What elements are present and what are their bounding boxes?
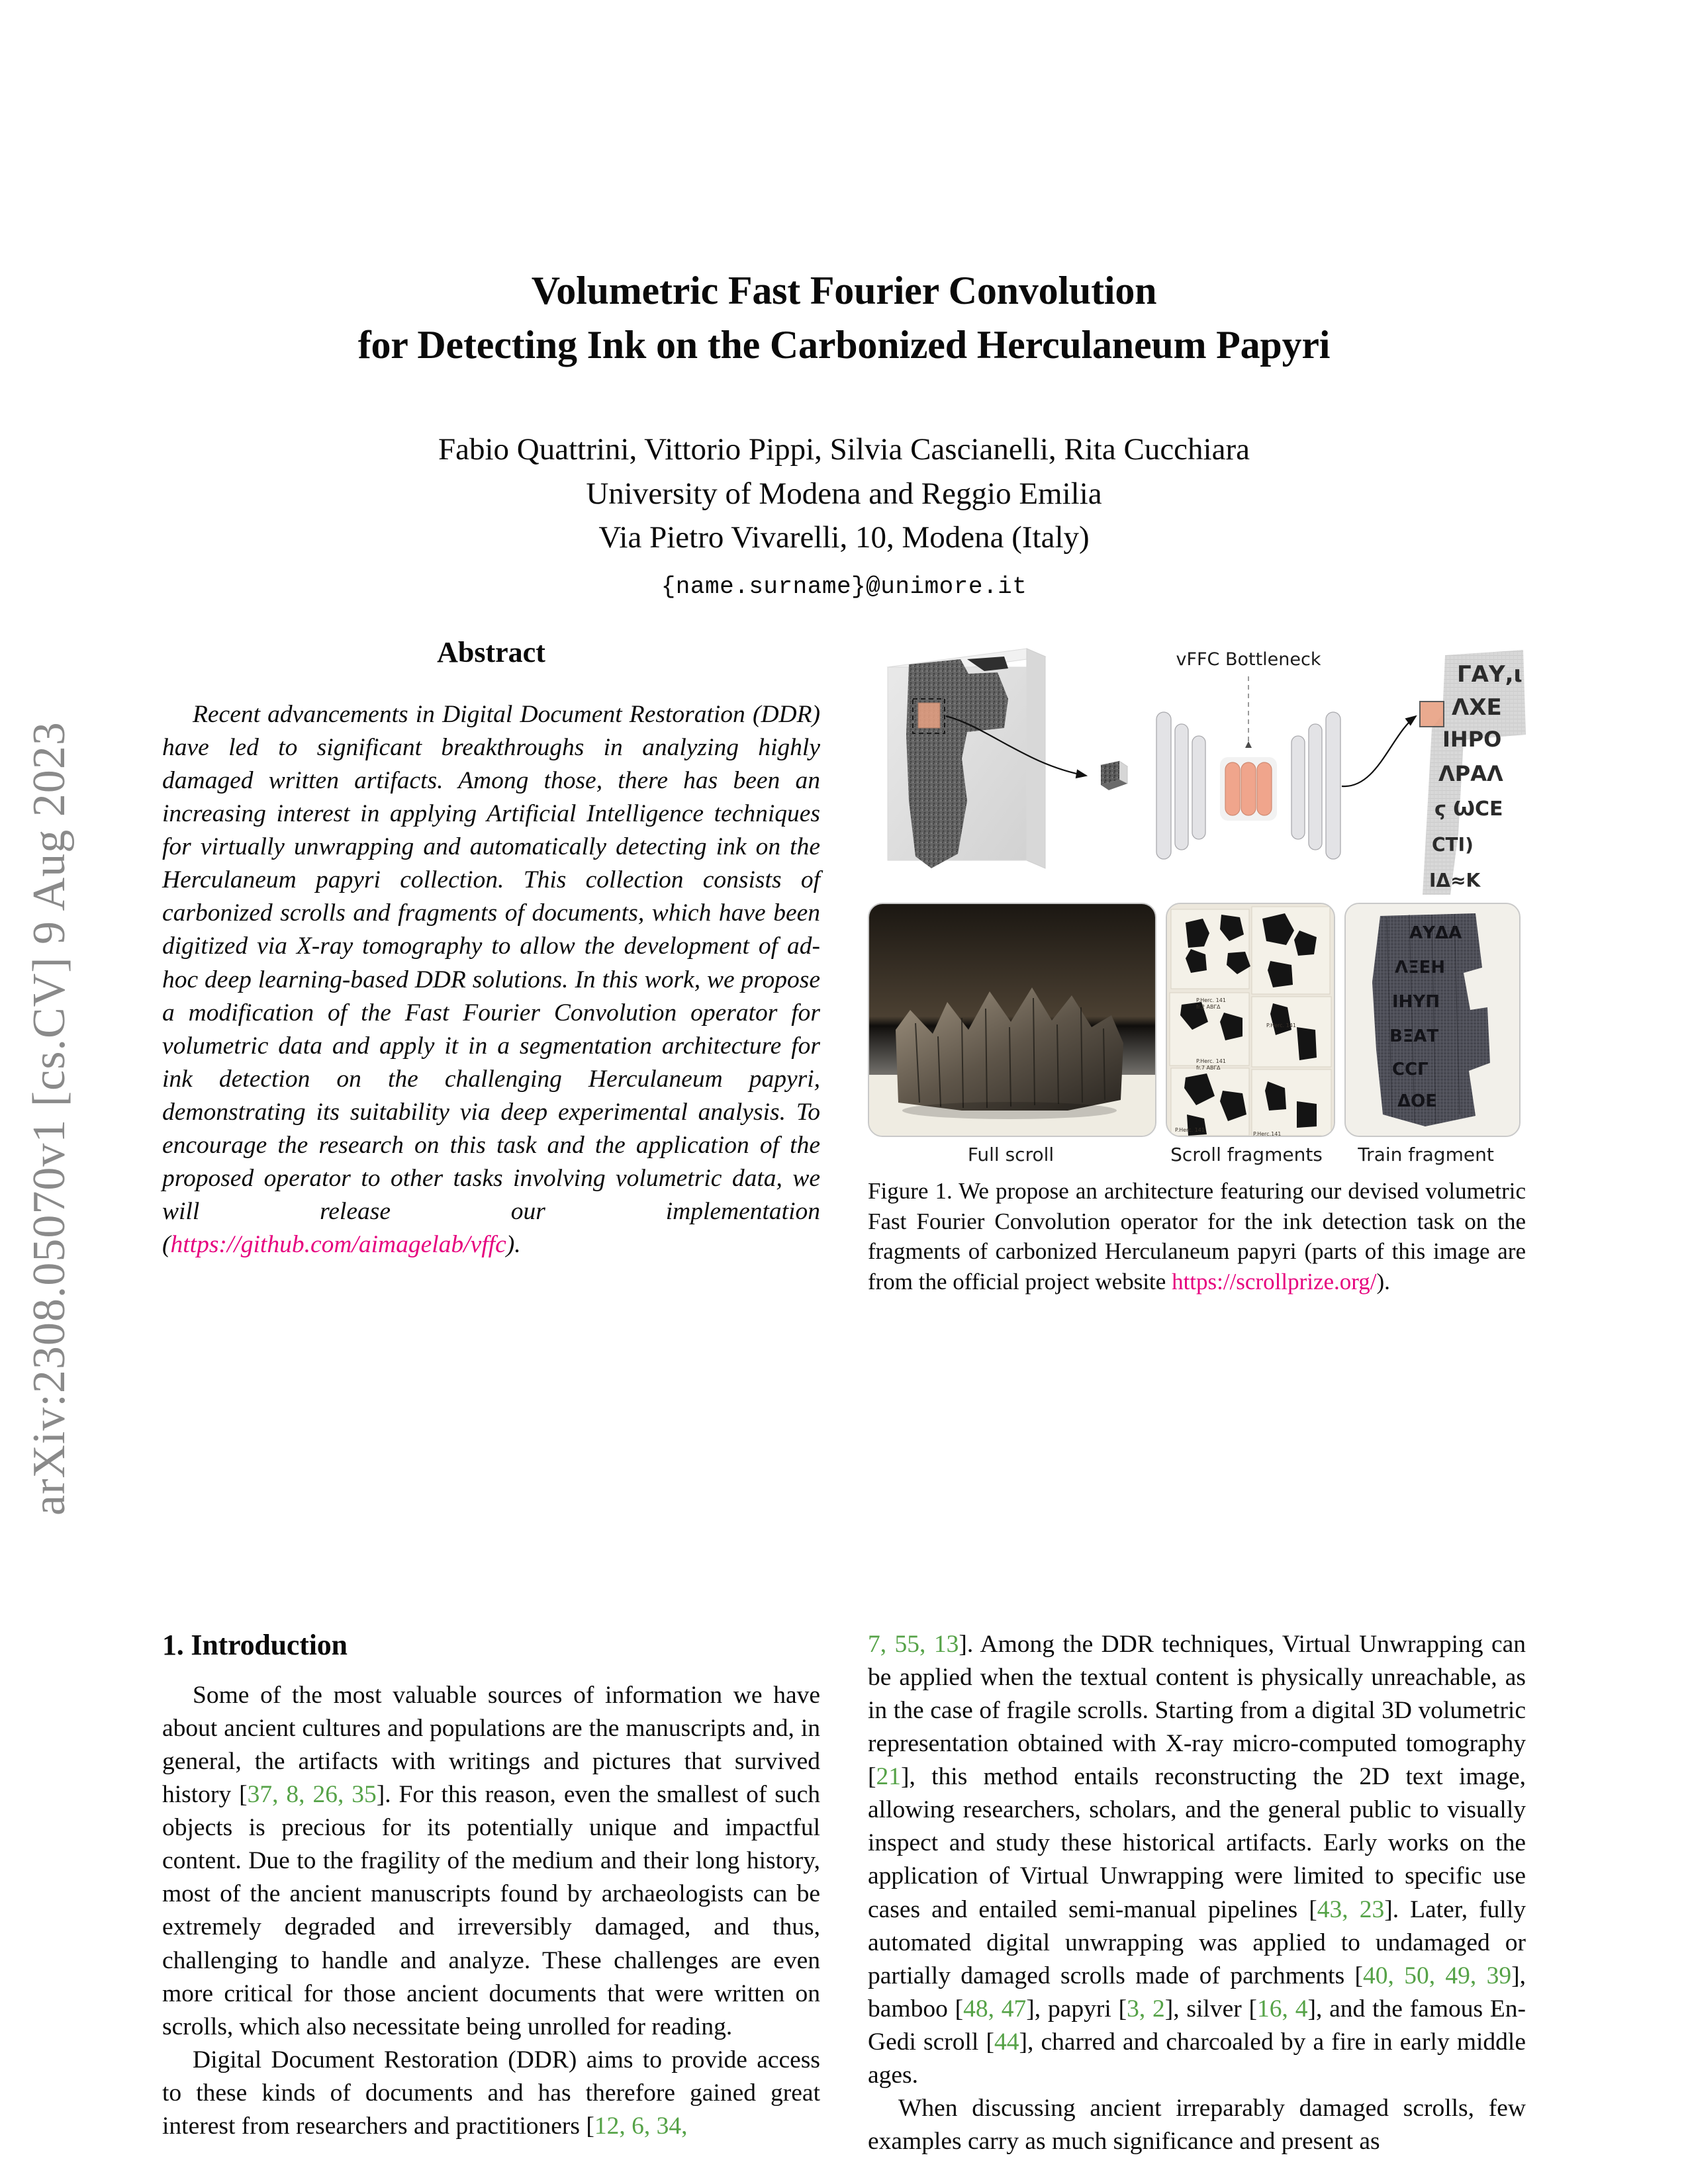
voxel-cube — [1101, 761, 1127, 790]
citation-43-23[interactable]: 43, 23 — [1317, 1895, 1385, 1923]
figure-1 — [868, 635, 1526, 1297]
photo-train-fragment — [1344, 903, 1521, 1137]
figure-caption-tail: ). — [1376, 1268, 1390, 1295]
intro-p2-text-a: Digital Document Restoration (DDR) aims to provide access to these kinds of documents and has therefore gained great interest from researchers and practitioners [ — [162, 2046, 820, 2140]
intro-paragraph-4: When discussing ancient irreparably damaged scrolls, few examples carry as much significance and present as — [868, 2094, 1526, 2155]
vffc-bottleneck-label: vFFC Bottleneck — [1176, 649, 1321, 670]
intro-p1-text-a: Some of the most valuable sources of information we have about ancient cultures and populations are the manuscripts and, in general, the artifacts with writings and pictures that survived history [ — [162, 1682, 820, 1809]
figure-photo-row — [868, 903, 1526, 1137]
figure-column — [868, 635, 1526, 1297]
svg-text:ΑΥΔΑ: ΑΥΔΑ — [1409, 923, 1462, 943]
citation-group-2[interactable]: 12, 6, 34, — [594, 2112, 688, 2140]
svg-text:P.Herc. 141: P.Herc. 141 — [1196, 1058, 1226, 1064]
citation-group-3[interactable]: 7, 55, 13 — [868, 1631, 959, 1658]
svg-text:P.Herc. 141: P.Herc. 141 — [1175, 1127, 1205, 1133]
photo-label-full-scroll: Full scroll — [967, 1144, 1055, 1165]
svg-text:P.Herc. 141: P.Herc. 141 — [1266, 1023, 1296, 1028]
intro-p3-b: ], this method entails reconstructing the 2D text image, allowing researchers, scholars, and the general public to visually inspect and study these historical artifacts. Early works on the application of Virtual Unwrapping were limited to specific use cases and entailed semi-manual pipelines [ — [868, 1763, 1526, 1923]
intro-paragraph-3 — [868, 1628, 1526, 2092]
svg-text:ΙΗΥΠ: ΙΗΥΠ — [1392, 992, 1440, 1012]
svg-text:fr.2 ΑΒΓΔ: fr.2 ΑΒΓΔ — [1196, 1004, 1221, 1010]
intro-p3-f: ], silver [ — [1164, 1995, 1258, 2023]
citation-group-1[interactable]: 37, 8, 26, 35 — [247, 1781, 377, 1809]
svg-text:ΛΞΕΗ: ΛΞΕΗ — [1395, 958, 1446, 978]
citation-21[interactable]: 21 — [876, 1763, 901, 1791]
arxiv-stamp-text: arXiv:2308.05070v1 [cs.CV] 9 Aug 2023 — [24, 721, 75, 1516]
svg-text:ΔΟΕ: ΔΟΕ — [1397, 1091, 1437, 1111]
intro-p3-d: ], bamboo [ — [868, 1962, 1526, 2023]
introduction-left-column — [162, 1628, 820, 2158]
citation-silver[interactable]: 16, 4 — [1257, 1995, 1308, 2023]
citation-papyri[interactable]: 3, 2 — [1127, 1995, 1165, 2023]
author-block — [162, 428, 1526, 560]
svg-text:ΛΡΑΛ: ΛΡΑΛ — [1438, 761, 1503, 786]
intro-p3-a: ]. Among the DDR techniques, Virtual Unwrapping can be applied when the textual content is physically unreachable, as in the case of fragile scrolls. Starting from a digital 3D volumetric representation obtained with X-ray micro-computed tomography [ — [868, 1631, 1526, 1791]
svg-text:P.Herc. 141: P.Herc. 141 — [1196, 997, 1226, 1003]
author-names: Fabio Quattrini, Vittorio Pippi, Silvia Cascianelli, Rita Cucchiara — [438, 432, 1250, 467]
abstract-paragraph — [162, 698, 820, 1261]
svg-text:ΙΗΡΟ: ΙΗΡΟ — [1442, 727, 1502, 752]
photo-scroll-fragments — [1166, 903, 1335, 1137]
photo-label-scroll-fragments: Scroll fragments — [1170, 1144, 1323, 1165]
abstract-heading: Abstract — [437, 636, 545, 668]
abstract-figure-row — [162, 635, 1526, 1297]
intro-p3-e: ], papyri [ — [1026, 1995, 1127, 2023]
svg-text:ΓΑΥ,ι: ΓΑΥ,ι — [1457, 661, 1523, 688]
svg-text:ΛΧΕ: ΛΧΕ — [1452, 694, 1502, 721]
page-title-line-2: for Detecting Ink on the Carbonized Herculaneum Papyri — [357, 323, 1331, 367]
intro-p1-text-b: ]. For this reason, even the smallest of such objects is precious for its potentially unique and impactful content. Due to the fragility of the medium and their long history, most of the ancient manuscripts found by archaeologists can be extremely degraded and irreversibly damaged, and thus, challenging to handle and analyze. These challenges are even more critical for those ancient documents that were written on scrolls, which also necessitate being unrolled for reading. — [162, 1781, 820, 2040]
figure-photo-labels — [868, 1144, 1526, 1165]
figure-caption — [868, 1176, 1526, 1297]
abstract-text: Recent advancements in Digital Document Restoration (DDR) have led to significant breakthroughs in analyzing highly damaged written artifacts. Among those, there has been an increasing interest in applying Artificial Intelligence techniques for virtually unwrapping and automatically detecting ink on the Herculaneum papyri collection. This collection consists of carbonized scrolls and fragments of documents, which have been digitized via X-ray tomography to allow the development of ad-hoc deep learning-based DDR solutions. In this work, we propose a modification of the Fast Fourier Convolution operator for volumetric data and apply it in a segmentation architecture for ink detection on the challenging Herculaneum papyri, demonstrating its suitability via deep experimental analysis. To encourage the research on this task and the application of the proposed operator to other tasks involving volumetric data, we will release our implementation ( — [162, 701, 820, 1258]
intro-p3-g: ], and the famous En-Gedi scroll [ — [868, 1995, 1526, 2056]
author-email: {name.surname}@unimore.it — [661, 573, 1027, 601]
photo-label-train-fragment: Train fragment — [1358, 1144, 1494, 1165]
intro-p3-c: ]. Later, fully automated digital unwrapping was applied to undamaged or partially damaged scrolls made of parchments [ — [868, 1895, 1526, 1989]
svg-text:ϹΤΙ): ϹΤΙ) — [1432, 834, 1474, 856]
abstract-repo-link[interactable]: https://github.com/aimagelab/vffc — [170, 1231, 506, 1258]
page-title-line-1: Volumetric Fast Fourier Convolution — [531, 269, 1157, 312]
unwrapped-papyrus — [1420, 650, 1526, 895]
intro-paragraph-1 — [162, 1679, 820, 2044]
svg-text:ϛ ѠСΕ: ϛ ѠСΕ — [1434, 797, 1503, 821]
architecture-diagram — [868, 635, 1526, 900]
intro-paragraph-2 — [162, 2044, 820, 2143]
author-affiliation: University of Modena and Reggio Emilia — [586, 476, 1102, 511]
figure-caption-link[interactable]: https://scrollprize.org/ — [1172, 1268, 1377, 1295]
title-block — [162, 265, 1526, 371]
author-address: Via Pietro Vivarelli, 10, Modena (Italy) — [598, 520, 1090, 555]
network-layers — [1156, 712, 1340, 859]
svg-text:ΙΔ≈Κ: ΙΔ≈Κ — [1429, 870, 1481, 891]
arxiv-stamp — [0, 13, 99, 1535]
introduction-right-column — [868, 1628, 1526, 2158]
abstract-text-tail: ). — [506, 1231, 521, 1258]
svg-text:fr.7 ΑΒΓΔ: fr.7 ΑΒΓΔ — [1196, 1065, 1221, 1071]
intro-p3-h: ], charred and charcoaled by a fire in early middle ages. — [868, 2028, 1526, 2089]
citation-parchments[interactable]: 40, 50, 49, 39 — [1363, 1962, 1512, 1989]
svg-text:ΒΞΑΤ: ΒΞΑΤ — [1389, 1026, 1439, 1046]
introduction-row — [162, 1628, 1526, 2158]
citation-bamboo[interactable]: 48, 47 — [963, 1995, 1027, 2023]
section-heading-introduction: 1. Introduction — [162, 1629, 348, 1661]
abstract-column — [162, 635, 820, 1297]
svg-text:P.Herc.141: P.Herc.141 — [1253, 1131, 1282, 1137]
paper-page — [162, 265, 1526, 2155]
scroll-volume-render — [888, 649, 1045, 868]
photo-full-scroll — [868, 903, 1156, 1137]
citation-engedi[interactable]: 44 — [994, 2028, 1019, 2056]
svg-text:ϹϹΓ: ϹϹΓ — [1392, 1060, 1429, 1079]
figure-caption-text: Figure 1. We propose an architecture featuring our devised volumetric Fast Fourier Convolution operator for the ink detection task on the fragments of carbonized Herculaneum papyri (parts of this image are from the official project website — [868, 1178, 1526, 1295]
